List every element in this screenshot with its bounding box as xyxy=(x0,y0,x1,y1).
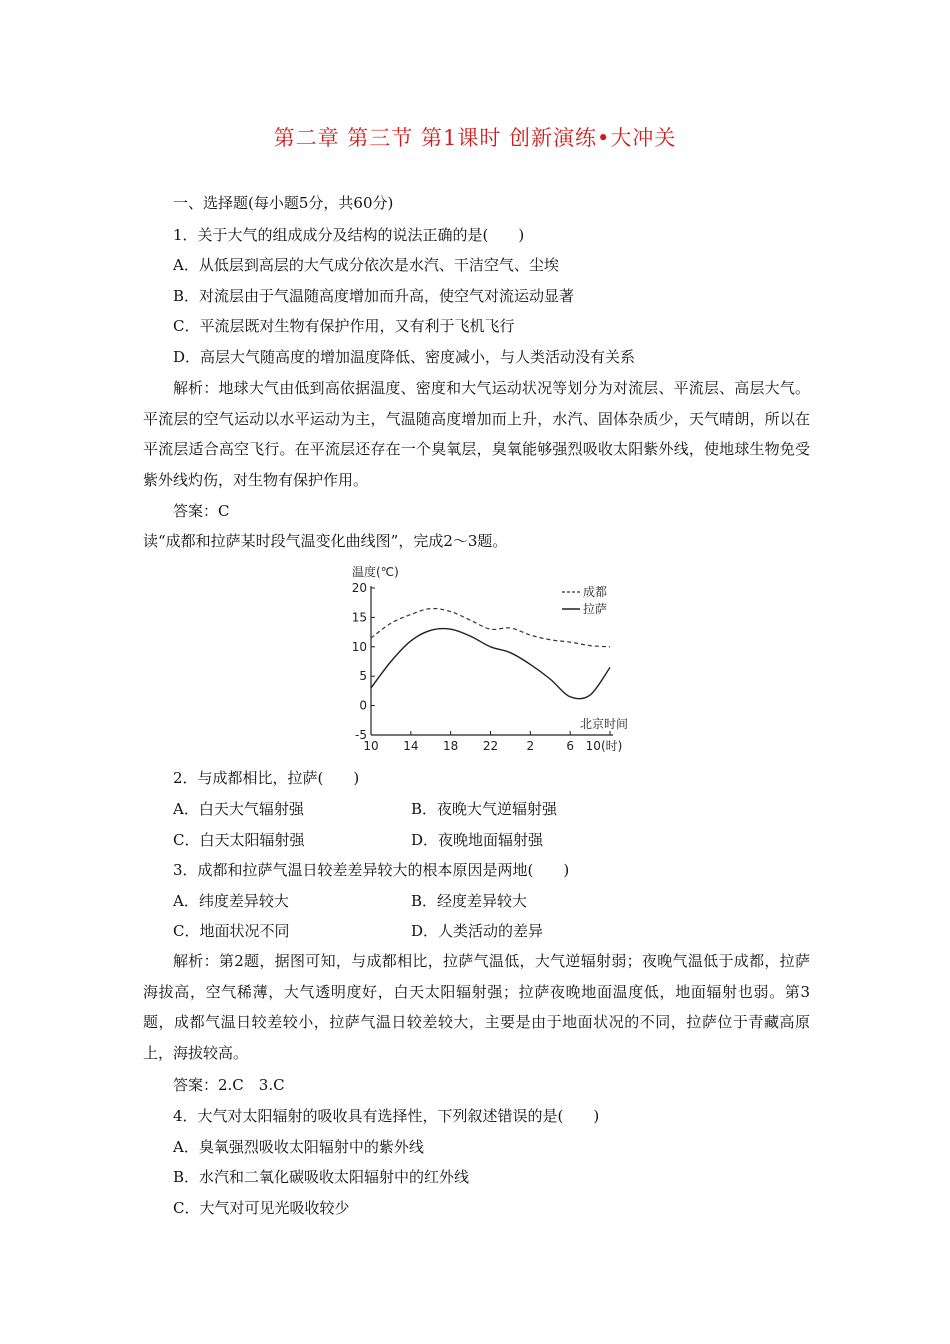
x-tick-label: 2 xyxy=(526,739,535,753)
series-lhasa-line xyxy=(371,629,610,699)
q1-stem: 1．关于大气的组成成分及结构的说法正确的是( ) xyxy=(173,226,525,244)
q3-option-c: C．地面状况不同 xyxy=(173,922,290,940)
q2-option-b: B．夜晚大气逆辐射强 xyxy=(411,800,558,818)
section-heading: 一、选择题(每小题5分，共60分) xyxy=(173,194,394,212)
q4-number: 4． xyxy=(173,1107,198,1125)
x-tick-label: 14 xyxy=(403,739,419,753)
series-chengdu-line xyxy=(371,608,610,646)
x-tick-label: 6 xyxy=(566,739,574,753)
q23-analysis: 解析：第2题，据图可知，与成都相比，拉萨气温低，大气逆辐射弱；夜晚气温低于成都，拉萨海拔高，空气稀薄，大气透明度好，白天太阳辐射强；拉萨夜晚地面温度低，地面辐射也弱。第3题，成都气温日较差较小，拉萨气温日较差较大，主要是由于地面状况的不同，拉萨位于青藏高原上，海拔较高。 xyxy=(143,952,810,1062)
q1-option-b: B．对流层由于气温随高度增加而升高，使空气对流运动显著 xyxy=(173,287,575,305)
q4-option-c: C．大气对可见光吸收较少 xyxy=(173,1199,350,1217)
q1-answer: 答案：C xyxy=(173,502,230,520)
legend-lhasa-label: 拉萨 xyxy=(583,602,608,616)
x-tick-label: 22 xyxy=(482,739,499,753)
q1-option-a: A．从低层到高层的大气成分依次是水汽、干洁空气、尘埃 xyxy=(173,256,559,274)
y-tick-label: 15 xyxy=(351,610,367,625)
q4-stem-text: 大气对太阳辐射的吸收具有选择性，下列叙述错误的是( ) xyxy=(197,1107,600,1125)
read-prompt: 读“成都和拉萨某时段气温变化曲线图”，完成2～3题。 xyxy=(143,532,508,550)
y-tick-label: -5 xyxy=(355,728,367,742)
q3-option-d: D．人类活动的差异 xyxy=(411,922,544,940)
x-tick-label: 10(时) xyxy=(585,739,623,753)
q1-option-d: D．高层大气随高度的增加温度降低、密度减小，与人类活动没有关系 xyxy=(173,348,636,366)
chart-xlabel: 北京时间 xyxy=(580,717,629,731)
y-tick-label: 10 xyxy=(351,639,367,654)
chart-ylabel: 温度(℃) xyxy=(352,565,399,579)
y-tick-label: 5 xyxy=(359,669,367,684)
x-tick-label: 10 xyxy=(363,739,379,753)
q4-stem xyxy=(173,1106,599,1126)
y-tick-label: 20 xyxy=(351,581,367,595)
legend-chengdu-label: 成都 xyxy=(583,585,608,599)
q1-option-c: C．平流层既对生物有保护作用，又有利于飞机飞行 xyxy=(173,317,515,335)
q3-stem: 3．成都和拉萨气温日较差差异较大的根本原因是两地( ) xyxy=(173,861,570,879)
q3-option-a: A．纬度差异较大 xyxy=(173,892,289,910)
q23-answer: 答案：2.C 3.C xyxy=(173,1076,285,1094)
q4-option-a: A．臭氧强烈吸收太阳辐射中的紫外线 xyxy=(173,1138,424,1156)
x-tick-label: 18 xyxy=(443,739,459,753)
q2-stem: 2．与成都相比，拉萨( ) xyxy=(173,769,360,787)
q1-analysis: 解析：地球大气由低到高依据温度、密度和大气运动状况等划分为对流层、平流层、高层大气。平流层的空气运动以水平运动为主，气温随高度增加而上升，水汽、固体杂质少，天气晴朗，所以在平流层适合高空飞行。在平流层还存在一个臭氧层，臭氧能够强烈吸收太阳紫外线，使地球生物免受紫外线灼伤，对生物有保护作用。 xyxy=(143,379,810,489)
q2-option-a: A．白天大气辐射强 xyxy=(173,800,304,818)
page-title: 第二章 第三节 第1课时 创新演练•大冲关 xyxy=(273,126,677,150)
x-ticks xyxy=(363,731,622,753)
q4-option-b: B．水汽和二氧化碳吸收太阳辐射中的红外线 xyxy=(173,1168,470,1186)
q2-option-c: C．白天太阳辐射强 xyxy=(173,831,305,849)
q3-option-b: B．经度差异较大 xyxy=(411,892,528,910)
y-tick-label: 0 xyxy=(359,698,367,713)
temperature-chart xyxy=(340,560,640,760)
q2-option-d: D．夜晚地面辐射强 xyxy=(411,831,544,849)
